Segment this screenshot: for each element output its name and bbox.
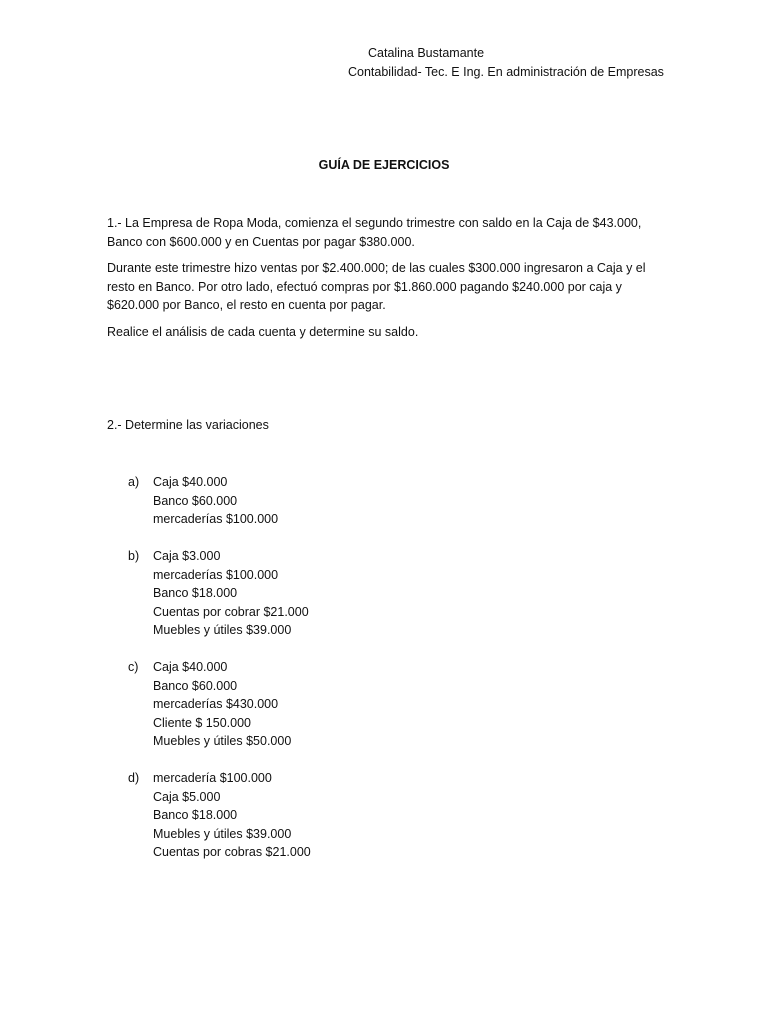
- account-line: mercadería $100.000: [153, 771, 272, 785]
- account-line: Caja $3.000: [153, 549, 221, 563]
- account-line: Banco $18.000: [153, 586, 238, 600]
- account-line: mercaderías $100.000: [153, 512, 279, 526]
- account-line: Cliente $ 150.000: [153, 715, 251, 730]
- list-item: [128, 547, 528, 640]
- account-line: Caja $40.000: [153, 660, 228, 674]
- list-item: [128, 769, 528, 862]
- account-line: Muebles y útiles $39.000: [153, 623, 292, 637]
- account-line: Muebles y útiles $50.000: [153, 734, 292, 748]
- account-line: Banco $60.000: [153, 678, 238, 693]
- document-title: GUÍA DE EJERCICIOS: [318, 158, 450, 172]
- list-item: [128, 658, 528, 751]
- account-line: Banco $18.000: [153, 808, 238, 822]
- exercise-1-paragraph: Durante este trimestre hizo ventas por $2.400.000; de las cuales $300.000 ingresaron a Caja y el resto en Banco. Por otro lado, efectuó compras por $1.860.000 pagando $240.000 por caja y $620.000 por Banco, el resto en cuenta por pagar.: [107, 261, 646, 312]
- account-line: Caja $40.000: [153, 475, 228, 489]
- exercise-1-paragraph: 1.- La Empresa de Ropa Moda, comienza el segundo trimestre con saldo en la Caja de $43.000, Banco con $600.000 y en Cuentas por pagar $380.000.: [107, 216, 642, 249]
- account-line: mercaderías $430.000: [153, 697, 279, 711]
- account-line: mercaderías $100.000: [153, 567, 279, 582]
- list-item: [128, 473, 528, 529]
- list-item-lines: [153, 769, 311, 862]
- list-item-lines: [153, 473, 278, 529]
- account-line: Cuentas por cobras $21.000: [153, 845, 311, 859]
- account-line: Cuentas por cobrar $21.000: [153, 604, 309, 619]
- exercise-2-list: [128, 473, 528, 880]
- list-item-lines: [153, 547, 309, 640]
- account-line: Muebles y útiles $39.000: [153, 826, 292, 841]
- list-marker: d): [128, 771, 140, 785]
- exercise-1: [107, 214, 657, 349]
- author-name: Catalina Bustamante: [368, 46, 485, 60]
- course-name: Contabilidad- Tec. E Ing. En administración de Empresas: [348, 65, 664, 79]
- list-item-lines: [153, 658, 291, 751]
- exercise-1-paragraph: Realice el análisis de cada cuenta y determine su saldo.: [107, 324, 419, 339]
- account-line: Caja $5.000: [153, 789, 221, 804]
- list-marker: c): [128, 660, 139, 674]
- exercise-2-heading: 2.- Determine las variaciones: [107, 418, 269, 432]
- list-marker: a): [128, 475, 140, 489]
- account-line: Banco $60.000: [153, 493, 238, 508]
- list-marker: b): [128, 549, 140, 563]
